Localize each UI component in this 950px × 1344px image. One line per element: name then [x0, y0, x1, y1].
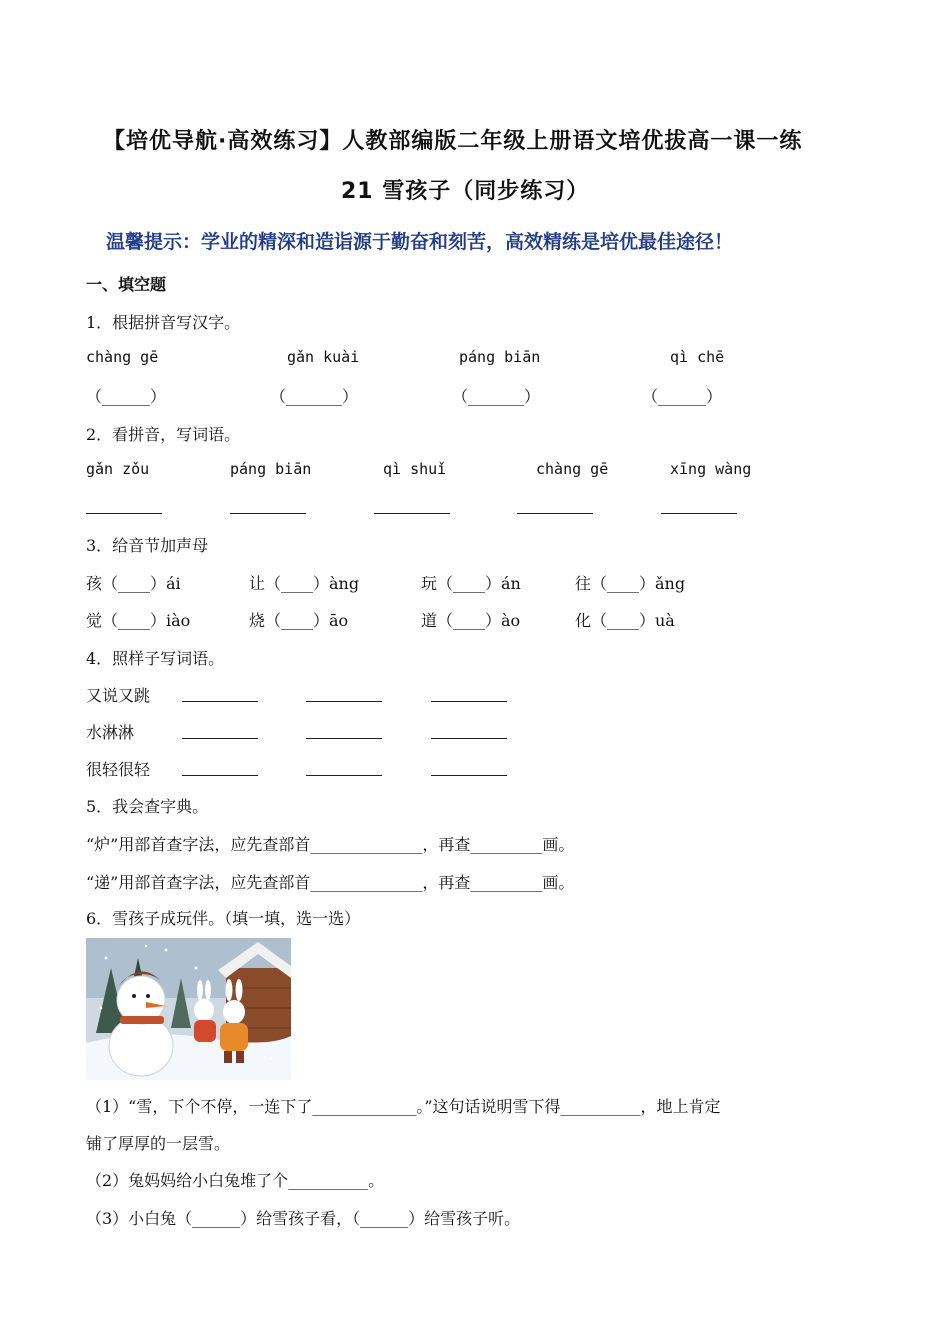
- q6-part-1-cont: 铺了厚厚的一层雪。: [86, 1134, 231, 1153]
- page-subtitle: 21 雪孩子（同步练习）: [341, 179, 590, 204]
- q4-answer-line[interactable]: [431, 701, 507, 702]
- q4-example: 水淋淋: [86, 723, 135, 742]
- snow-scene-icon: [86, 938, 291, 1080]
- q1-answer-box[interactable]: （_______）: [452, 387, 541, 406]
- q4-answer-line[interactable]: [306, 775, 382, 776]
- q6-part-3[interactable]: （3）小白兔（______）给雪孩子看，（______）给雪孩子听。: [86, 1209, 521, 1228]
- q5-line[interactable]: “递”用部首查字法，应先查部首______________，再查_________画。: [86, 873, 575, 892]
- q4-answer-line[interactable]: [306, 738, 382, 739]
- q4-example: 很轻很轻: [86, 760, 151, 779]
- q1-pinyin: páng biān: [459, 348, 541, 366]
- q2-answer-line[interactable]: [661, 513, 737, 514]
- q4-answer-line[interactable]: [431, 775, 507, 776]
- q1-pinyin: chàng gē: [86, 348, 159, 366]
- q3-item[interactable]: 玩（____）án: [421, 574, 521, 593]
- q3-item[interactable]: 化（____）uà: [575, 611, 675, 630]
- q2-pinyin: qì shuǐ: [383, 460, 447, 478]
- question-3-stem: 3．给音节加声母: [86, 536, 209, 555]
- q5-line[interactable]: “炉”用部首查字法，应先查部首______________，再查_________画。: [86, 835, 575, 854]
- q3-item[interactable]: 孩（____）ái: [86, 574, 181, 593]
- q3-item[interactable]: 让（____）àng: [249, 574, 360, 593]
- q2-answer-line[interactable]: [517, 513, 593, 514]
- q3-item[interactable]: 觉（____）iào: [86, 611, 191, 630]
- snowman-illustration: [86, 938, 291, 1080]
- q4-answer-line[interactable]: [182, 701, 258, 702]
- q4-example: 又说又跳: [86, 686, 151, 705]
- q2-answer-line[interactable]: [86, 513, 162, 514]
- q6-part-2[interactable]: （2）兔妈妈给小白兔堆了个__________。: [86, 1171, 385, 1190]
- q4-answer-line[interactable]: [182, 738, 258, 739]
- q2-answer-line[interactable]: [230, 513, 306, 514]
- question-5-stem: 5．我会查字典。: [86, 797, 209, 816]
- q2-pinyin: xīng wàng: [670, 460, 752, 478]
- q1-pinyin: qì chē: [670, 348, 725, 366]
- tip-text: 温馨提示：学业的精深和造诣源于勤奋和刻苦，高效精练是培优最佳途径！: [106, 231, 734, 253]
- q3-item[interactable]: 道（____）ào: [421, 611, 521, 630]
- question-1-stem: 1．根据拼音写汉字。: [86, 313, 241, 332]
- q2-pinyin: páng biān: [230, 460, 312, 478]
- question-4-stem: 4．照样子写词语。: [86, 649, 225, 668]
- q1-pinyin: gǎn kuài: [287, 348, 360, 366]
- section-heading: 一、填空题: [86, 275, 167, 294]
- q3-item[interactable]: 烧（____）āo: [249, 611, 349, 630]
- q2-pinyin: gǎn zǒu: [86, 460, 150, 478]
- q2-answer-line[interactable]: [374, 513, 450, 514]
- page-title: 【培优导航·高效练习】人教部编版二年级上册语文培优拔高一课一练: [103, 129, 803, 154]
- question-2-stem: 2．看拼音，写词语。: [86, 425, 241, 444]
- q4-answer-line[interactable]: [431, 738, 507, 739]
- q6-part-1[interactable]: （1）“雪，下个不停，一连下了_____________。”这句话说明雪下得__________，地上肯定: [86, 1097, 721, 1116]
- q4-answer-line[interactable]: [182, 775, 258, 776]
- q1-answer-box[interactable]: （_______）: [270, 387, 359, 406]
- q1-answer-box[interactable]: （______）: [642, 387, 723, 406]
- q1-answer-box[interactable]: （______）: [86, 387, 167, 406]
- q2-pinyin: chàng gē: [536, 460, 609, 478]
- q3-item[interactable]: 往（____）ǎng: [575, 574, 686, 593]
- question-6-stem: 6．雪孩子成玩伴。（填一填，选一选）: [86, 909, 361, 928]
- q4-answer-line[interactable]: [306, 701, 382, 702]
